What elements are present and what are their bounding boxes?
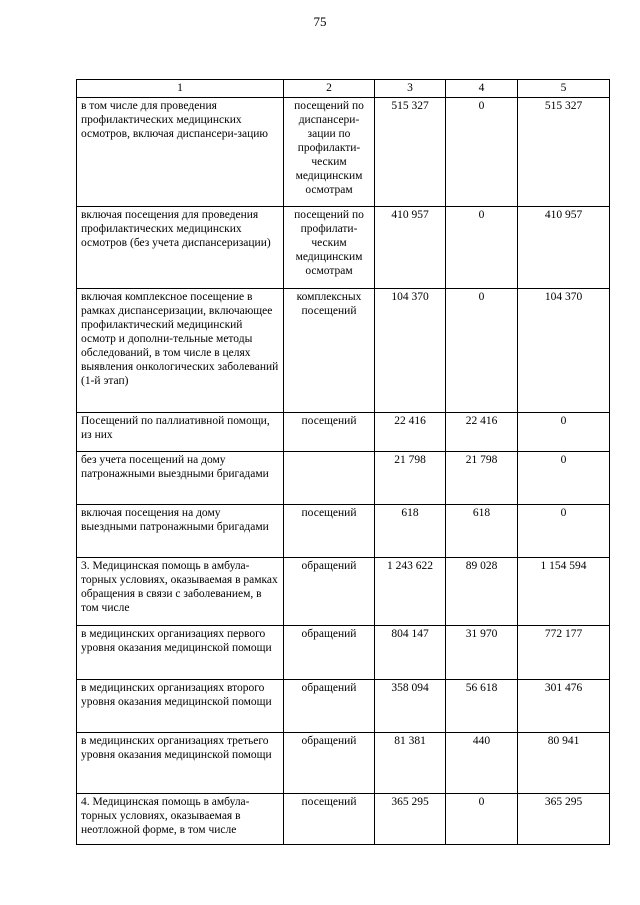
- table-header-row: [77, 80, 610, 98]
- column-header: 4: [446, 80, 518, 98]
- volume-table: [76, 79, 610, 845]
- row-name: в медицинских организациях второго уровня оказания медицинской помощи: [77, 680, 284, 733]
- table-row: [77, 558, 610, 626]
- row-col4: 22 416: [446, 413, 518, 452]
- row-col4: 0: [446, 794, 518, 845]
- row-unit: посещений: [284, 413, 375, 452]
- row-name: включая посещения на дому выездными патронажными бригадами: [77, 505, 284, 558]
- table-row: [77, 289, 610, 413]
- row-col4: 0: [446, 98, 518, 207]
- table-row: [77, 207, 610, 289]
- table-row: [77, 505, 610, 558]
- row-total: 365 295: [375, 794, 446, 845]
- row-unit: обращений: [284, 626, 375, 680]
- row-col4: 56 618: [446, 680, 518, 733]
- row-col4: 0: [446, 207, 518, 289]
- row-name: без учета посещений на дому патронажными выездными бригадами: [77, 452, 284, 505]
- row-total: 21 798: [375, 452, 446, 505]
- row-unit: обращений: [284, 733, 375, 794]
- row-name: 3. Медицинская помощь в амбула-торных условиях, оказываемая в рамках обращения в связи с заболеванием, в том числе: [77, 558, 284, 626]
- row-unit: посещений по диспансери-зации по профилакти-ческим медицинским осмотрам: [284, 98, 375, 207]
- row-name: 4. Медицинская помощь в амбула-торных условиях, оказываемая в неотложной форме, в том числе: [77, 794, 284, 845]
- row-total: 410 957: [375, 207, 446, 289]
- row-col5: 410 957: [518, 207, 610, 289]
- row-total: 22 416: [375, 413, 446, 452]
- row-unit: комплексных посещений: [284, 289, 375, 413]
- row-unit: обращений: [284, 680, 375, 733]
- row-total: 618: [375, 505, 446, 558]
- page-number: 75: [313, 14, 327, 29]
- column-header: 2: [284, 80, 375, 98]
- row-col5: 1 154 594: [518, 558, 610, 626]
- row-unit: посещений: [284, 505, 375, 558]
- row-unit: обращений: [284, 558, 375, 626]
- row-unit: посещений: [284, 794, 375, 845]
- row-col5: 80 941: [518, 733, 610, 794]
- row-col5: 515 327: [518, 98, 610, 207]
- row-unit: посещений по профилати-ческим медицинским осмотрам: [284, 207, 375, 289]
- table-row: [77, 794, 610, 845]
- row-col5: 365 295: [518, 794, 610, 845]
- row-col4: 21 798: [446, 452, 518, 505]
- row-col5: 301 476: [518, 680, 610, 733]
- row-col4: 440: [446, 733, 518, 794]
- row-unit: [284, 452, 375, 505]
- row-col5: 772 177: [518, 626, 610, 680]
- column-header: 1: [77, 80, 284, 98]
- row-col5: 104 370: [518, 289, 610, 413]
- row-col4: 0: [446, 289, 518, 413]
- row-col4: 31 970: [446, 626, 518, 680]
- row-col4: 618: [446, 505, 518, 558]
- row-name: в том числе для проведения профилактических медицинских осмотров, включая диспансери-зацию: [77, 98, 284, 207]
- row-col4: 89 028: [446, 558, 518, 626]
- table-row: [77, 452, 610, 505]
- row-total: 1 243 622: [375, 558, 446, 626]
- column-header: 3: [375, 80, 446, 98]
- table-row: [77, 733, 610, 794]
- row-col5: 0: [518, 413, 610, 452]
- row-name: включая комплексное посещение в рамках диспансеризации, включающее профилактический медицинский осмотр и дополни-тельные методы обследований, в том числе в целях выявления онкологических заболеваний (1-й этап): [77, 289, 284, 413]
- row-total: 804 147: [375, 626, 446, 680]
- row-name: в медицинских организациях первого уровня оказания медицинской помощи: [77, 626, 284, 680]
- table-row: [77, 626, 610, 680]
- table-row: [77, 413, 610, 452]
- table-row: [77, 98, 610, 207]
- row-name: включая посещения для проведения профилактических медицинских осмотров (без учета диспансеризации): [77, 207, 284, 289]
- row-col5: 0: [518, 452, 610, 505]
- row-total: 358 094: [375, 680, 446, 733]
- row-name: Посещений по паллиативной помощи, из них: [77, 413, 284, 452]
- row-name: в медицинских организациях третьего уровня оказания медицинской помощи: [77, 733, 284, 794]
- table-row: [77, 680, 610, 733]
- column-header: 5: [518, 80, 610, 98]
- row-total: 515 327: [375, 98, 446, 207]
- row-total: 81 381: [375, 733, 446, 794]
- row-total: 104 370: [375, 289, 446, 413]
- row-col5: 0: [518, 505, 610, 558]
